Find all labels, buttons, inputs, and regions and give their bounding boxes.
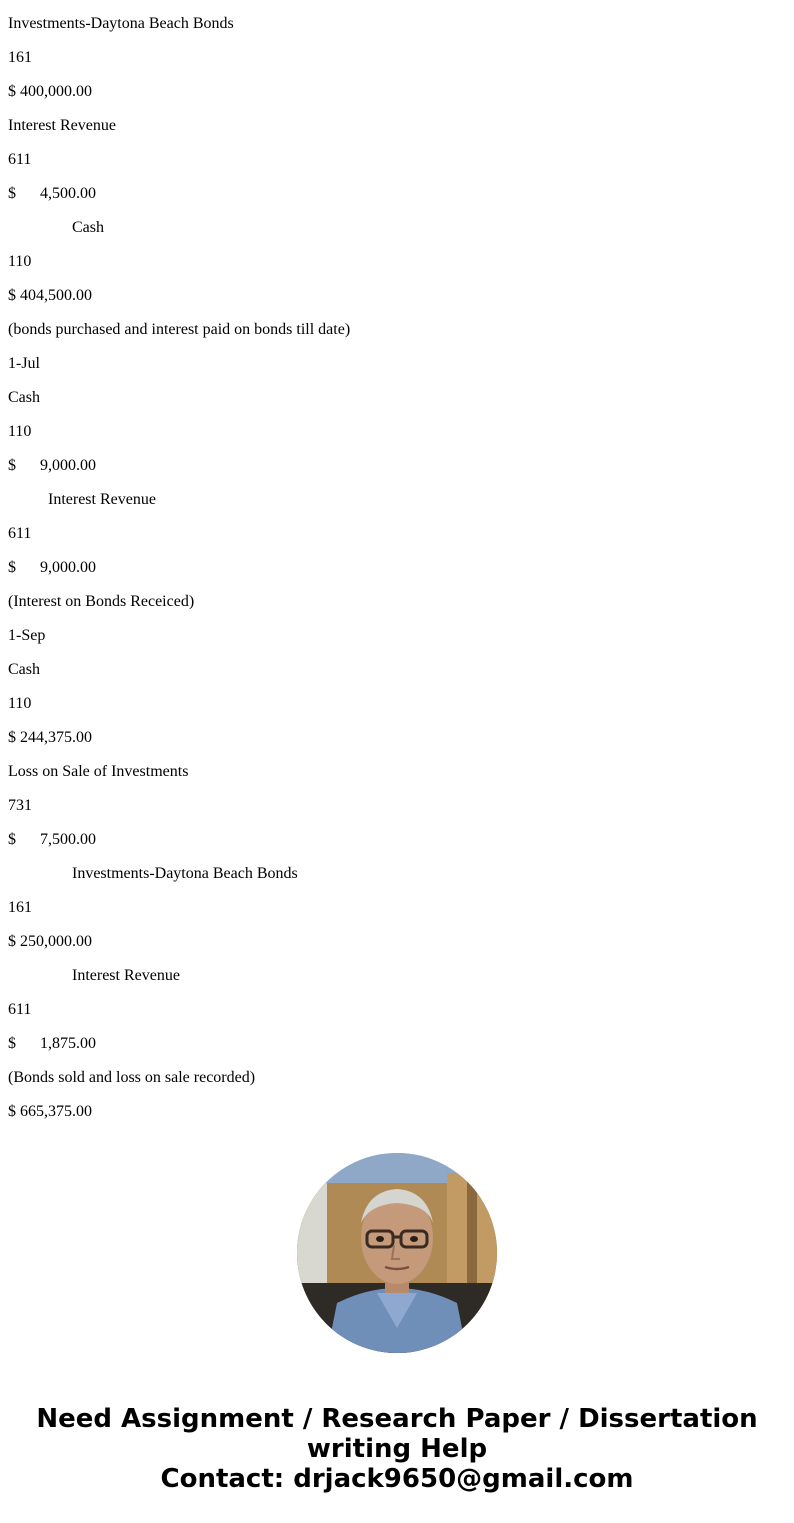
entry-line: Cash — [8, 661, 40, 678]
entry-line: Interest Revenue — [8, 117, 116, 134]
currency-symbol: $ — [8, 83, 16, 100]
author-avatar — [297, 1153, 497, 1353]
entry-amount — [8, 1020, 786, 1054]
entry-line: 110 — [8, 695, 32, 712]
promo-line-2: writing Help — [306, 1434, 488, 1464]
currency-symbol: $ — [8, 831, 16, 848]
amount-value: 250,000.00 — [20, 933, 92, 950]
entry-line: 110 — [8, 253, 32, 270]
promo-line-1: Need Assignment / Research Paper / Dissertation — [36, 1404, 758, 1434]
entry-line: Interest Revenue — [72, 967, 180, 984]
entry-amount — [8, 272, 786, 306]
entry-line: 611 — [8, 1001, 32, 1018]
entry-amount — [8, 544, 786, 578]
amount-value: 404,500.00 — [20, 287, 92, 304]
currency-symbol: $ — [8, 559, 16, 576]
entry-line: 611 — [8, 525, 32, 542]
currency-symbol: $ — [8, 1103, 16, 1120]
entry-line: Investments-Daytona Beach Bonds — [8, 15, 234, 32]
entry-line: 731 — [8, 797, 32, 814]
currency-symbol: $ — [8, 933, 16, 950]
currency-symbol: $ — [8, 457, 16, 474]
amount-value: 400,000.00 — [20, 83, 92, 100]
entry-line: Interest Revenue — [48, 491, 156, 508]
amount-value: 9,000.00 — [40, 457, 96, 474]
promo-banner — [0, 1404, 794, 1494]
entry-line: (Bonds sold and loss on sale recorded) — [8, 1069, 256, 1086]
entry-line: Cash — [72, 219, 104, 236]
entry-amount — [8, 714, 786, 748]
amount-value: 1,875.00 — [40, 1035, 96, 1052]
entry-line: 161 — [8, 899, 32, 916]
entry-line: Loss on Sale of Investments — [8, 763, 189, 780]
currency-symbol: $ — [8, 729, 16, 746]
entry-amount — [8, 918, 786, 952]
currency-symbol: $ — [8, 185, 16, 202]
entry-amount — [8, 816, 786, 850]
amount-value: 7,500.00 — [40, 831, 96, 848]
currency-symbol: $ — [8, 1035, 16, 1052]
entry-line: 611 — [8, 151, 32, 168]
entry-line: 161 — [8, 49, 32, 66]
entry-amount — [8, 442, 786, 476]
entry-line: 1-Jul — [8, 355, 40, 372]
entry-line: (Interest on Bonds Receiced) — [8, 593, 195, 610]
amount-value: 665,375.00 — [20, 1103, 92, 1120]
amount-value: 4,500.00 — [40, 185, 96, 202]
entry-amount — [8, 68, 786, 102]
entry-amount — [8, 170, 786, 204]
entry-line: (bonds purchased and interest paid on bonds till date) — [8, 321, 351, 338]
author-photo-icon — [297, 1153, 497, 1353]
promo-contact: Contact: drjack9650@gmail.com — [160, 1464, 634, 1494]
entry-line: Investments-Daytona Beach Bonds — [72, 865, 298, 882]
entry-line: 1-Sep — [8, 627, 46, 644]
amount-value: 9,000.00 — [40, 559, 96, 576]
journal-entries — [8, 0, 786, 1122]
currency-symbol: $ — [8, 287, 16, 304]
entry-line: 110 — [8, 423, 32, 440]
amount-value: 244,375.00 — [20, 729, 92, 746]
entry-amount — [8, 1088, 786, 1122]
entry-line: Cash — [8, 389, 40, 406]
